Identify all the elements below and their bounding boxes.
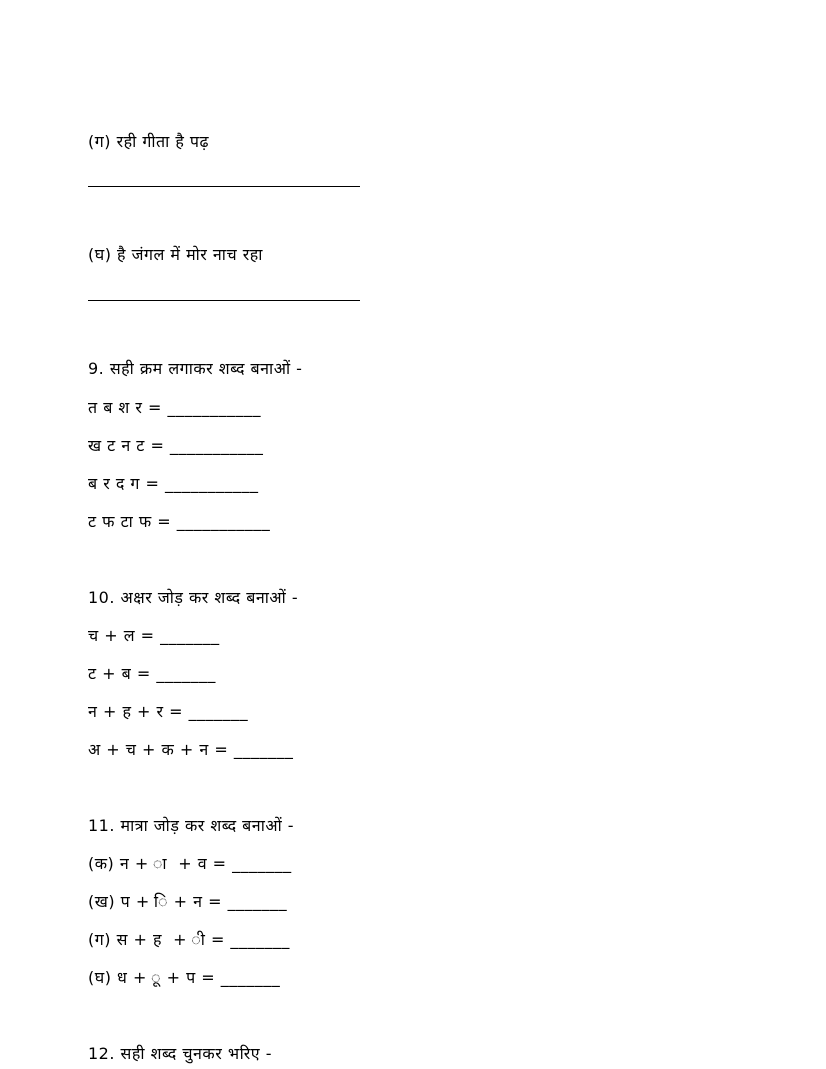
sentence-item-ga: (ग) रही गीता है पढ़ xyxy=(88,132,210,151)
q11-heading: 11. मात्रा जोड़ कर शब्द बनाओं - xyxy=(88,816,295,835)
q11-line-1: (क) न + ा + व = _______ xyxy=(88,854,292,873)
q10-heading: 10. अक्षर जोड़ कर शब्द बनाओं - xyxy=(88,588,299,607)
q9-line-4: ट फ टा फ = ___________ xyxy=(88,512,271,531)
answer-line-gha xyxy=(88,300,360,301)
q10-line-4: अ + च + क + न = _______ xyxy=(88,740,294,759)
sentence-item-gha: (घ) है जंगल में मोर नाच रहा xyxy=(88,245,263,264)
q9-line-3: ब र द ग = ___________ xyxy=(88,474,259,493)
q10-line-3: न + ह + र = _______ xyxy=(88,702,249,721)
q10-line-2: ट + ब = _______ xyxy=(88,664,216,683)
q9-line-2: ख ट न ट = ___________ xyxy=(88,436,264,455)
answer-line-ga xyxy=(88,186,360,187)
q11-line-4: (घ) ध + ू + प = _______ xyxy=(88,968,281,987)
q11-line-3: (ग) स + ह + ी = _______ xyxy=(88,930,290,949)
q11-line-2: (ख) प + ि + न = _______ xyxy=(88,892,288,911)
q12-heading: 12. सही शब्द चुनकर भरिए - xyxy=(88,1044,272,1063)
q9-line-1: त ब श र = ___________ xyxy=(88,398,262,417)
q9-heading: 9. सही क्रम लगाकर शब्द बनाओं - xyxy=(88,359,303,378)
q10-line-1: च + ल = _______ xyxy=(88,626,220,645)
